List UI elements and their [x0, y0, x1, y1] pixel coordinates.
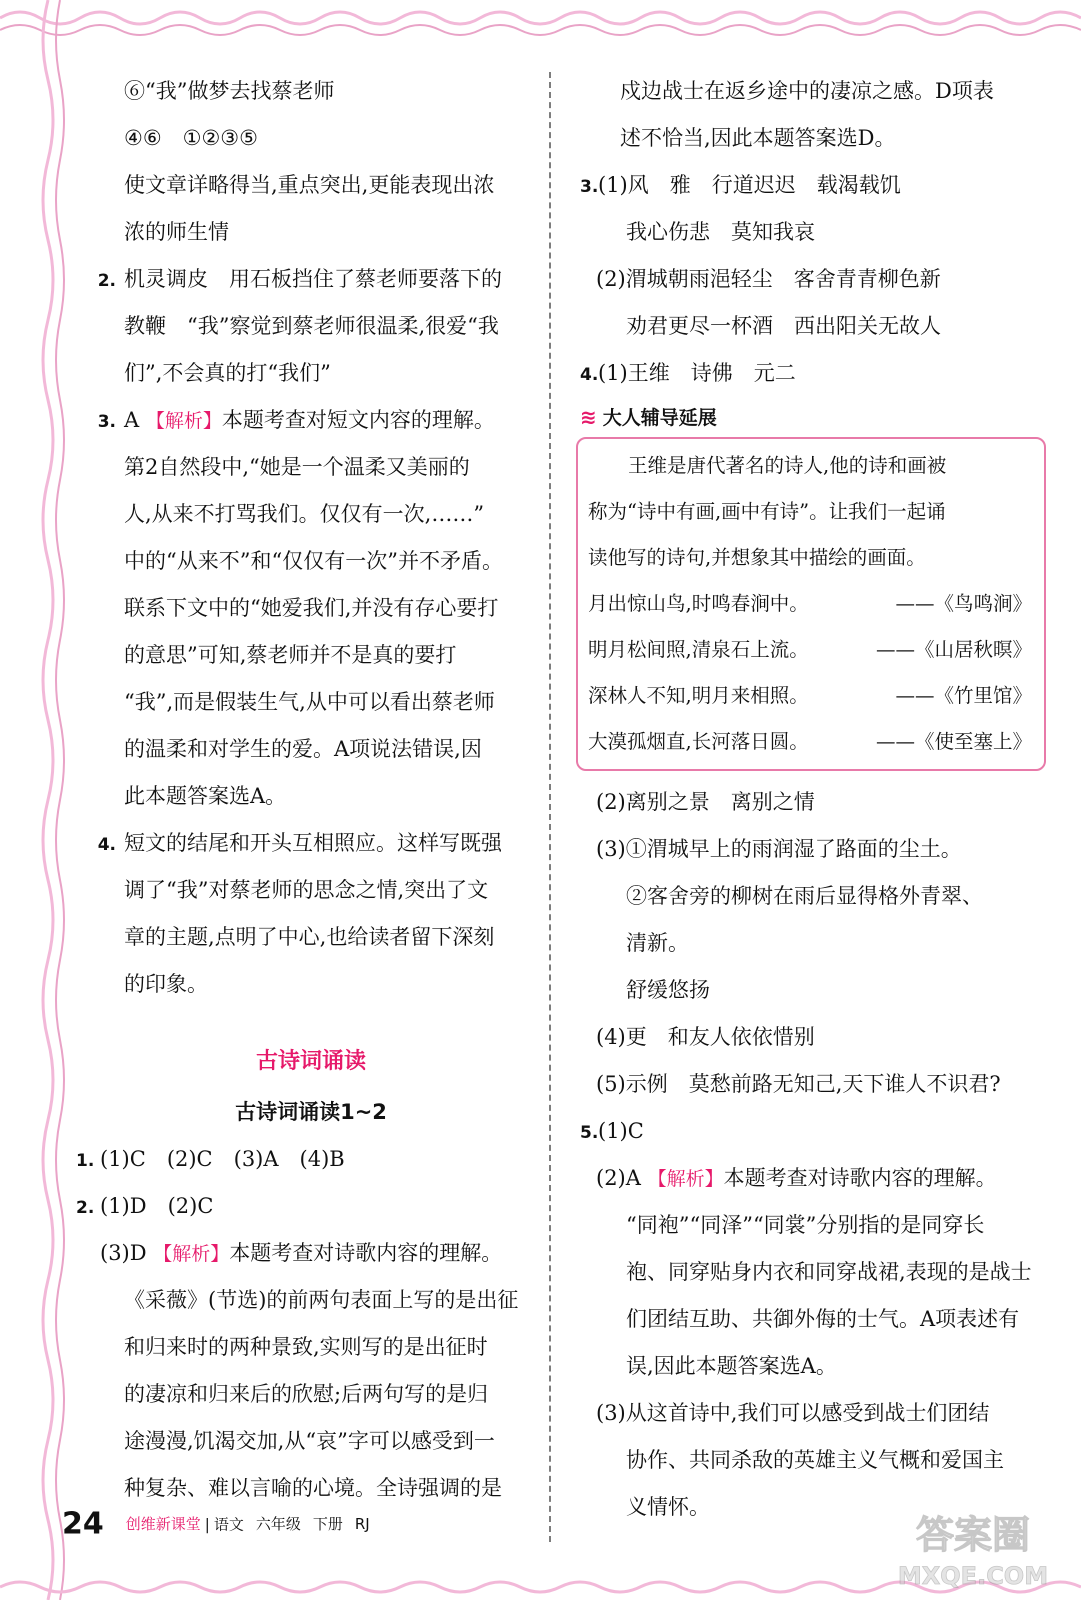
question-4 [580, 350, 1050, 397]
brand-name: 创维新课堂 [125, 1515, 201, 1534]
question-4 [86, 820, 536, 867]
question-number: 4. [580, 365, 599, 385]
answer-line: 第2自然段中,“她是一个温柔又美丽的 [124, 455, 470, 479]
answer-line: (2)渭城朝雨浥轻尘 客舍青青柳色新 [596, 267, 941, 291]
answer-line: 途漫漫,饥渴交加,从“哀”字可以感受到一 [124, 1429, 495, 1453]
answer-line: 袍、同穿贴身内衣和同穿战裙,表现的是战士 [626, 1260, 1032, 1284]
answer-line: 中的“从来不”和“仅仅有一次”并不矛盾。 [124, 549, 503, 573]
poem-source: ——《竹里馆》 [895, 684, 1032, 707]
answer-line: (3)从这首诗中,我们可以感受到战士们团结 [596, 1401, 990, 1425]
answer-line: ⑥“我”做梦去找蔡老师 [124, 79, 335, 103]
answer-text: (1)C [598, 1119, 644, 1143]
answer-line: 种复杂、难以言喻的心境。全诗强调的是 [124, 1476, 502, 1500]
watermark-top: 答案圈 [915, 1513, 1031, 1557]
answer-line: 的温柔和对学生的爱。A项说法错误,因 [124, 737, 482, 761]
ancient-q1 [76, 1136, 536, 1183]
poem-source: ——《山居秋暝》 [875, 638, 1032, 661]
poem-row [588, 719, 1032, 765]
answer-line: 的凄凉和归来后的欣慰;后两句写的是归 [124, 1382, 489, 1406]
answer-line: 的意思”可知,蔡老师并不是真的要打 [124, 643, 457, 667]
volume: 下册 [312, 1515, 343, 1534]
answer-line: 《采薇》(节选)的前两句表面上写的是出征 [124, 1288, 519, 1312]
question-number: 1. [76, 1151, 95, 1171]
poem-row [588, 627, 1032, 673]
right-column [580, 68, 1050, 1531]
question-number: 4. [97, 835, 116, 855]
question-5 [580, 1108, 1050, 1155]
left-wave-border [0, 0, 90, 1600]
section-title: 古诗词诵读 [255, 1049, 366, 1074]
poem-source: ——《使至塞上》 [875, 730, 1032, 753]
extension-box [576, 437, 1046, 771]
answer-line: ②客舍旁的柳树在雨后显得格外青翠、 [626, 884, 983, 908]
page-footer [62, 1504, 370, 1544]
answer-line: 和归来时的两种景致,实则写的是出征时 [124, 1335, 488, 1359]
question-number: 2. [97, 271, 116, 291]
answer-text: (1)王维 诗佛 元二 [598, 361, 796, 385]
ancient-q2-3 [86, 1230, 536, 1277]
grade: 六年级 [255, 1515, 301, 1534]
answer-line: 浓的师生情 [124, 220, 229, 244]
extension-title [580, 397, 1050, 437]
answer-line: 劝君更尽一杯酒 西出阳关无故人 [626, 314, 941, 338]
ancient-q2 [76, 1183, 536, 1230]
answer-line: 我心伤悲 莫知我哀 [626, 220, 815, 244]
analysis-tag: 【解析】 [145, 410, 222, 432]
poem-line: 大漠孤烟直,长河落日圆。 [588, 730, 809, 753]
left-column [76, 68, 536, 1512]
answer-choice: (3)D [100, 1241, 147, 1265]
answer-line: 们”,不会真的打“我们” [124, 361, 331, 385]
watermark-bottom: MXQE.COM [897, 1562, 1049, 1590]
answer-line: (3)①渭城早上的雨润湿了路面的尘土。 [596, 837, 962, 861]
answer-line: 章的主题,点明了中心,也给读者留下深刻 [124, 925, 495, 949]
answer-line: 义情怀。 [626, 1495, 710, 1519]
edition: RJ [354, 1515, 370, 1534]
answer-line: “我”,而是假装生气,从中可以看出蔡老师 [124, 690, 495, 714]
analysis-tag: 【解析】 [647, 1168, 724, 1190]
answer-line: 误,因此本题答案选A。 [626, 1354, 837, 1378]
answer-line: 教鞭 “我”察觉到蔡老师很温柔,很爱“我 [124, 314, 499, 338]
answer-text: 短文的结尾和开头互相照应。这样写既强 [124, 831, 502, 855]
answer-text: (1)D (2)C [100, 1194, 214, 1218]
answer-choice: (2)A [596, 1166, 641, 1190]
poem-row [588, 581, 1032, 627]
poem-row [588, 673, 1032, 719]
answer-line: (2)离别之景 离别之情 [596, 790, 815, 814]
answer-line: 人,从来不打骂我们。仅仅有一次,……” [124, 502, 485, 526]
answer-line: 戍边战士在返乡途中的凄凉之感。D项表 [620, 79, 994, 103]
poem-line: 明月松间照,清泉石上流。 [588, 638, 809, 661]
question-5-2 [580, 1155, 1050, 1202]
question-number: 2. [76, 1198, 95, 1218]
answer-choice: A [124, 408, 140, 432]
waves-icon: ≋ [580, 405, 597, 429]
answer-line: 舒缓悠扬 [626, 978, 710, 1002]
poem-line: 深林人不知,明月来相照。 [588, 684, 809, 707]
question-2 [86, 256, 536, 303]
answer-line: 清新。 [626, 931, 689, 955]
watermark-logo [878, 1500, 1068, 1595]
answer-line: 述不恰当,因此本题答案选D。 [620, 126, 896, 150]
extension-line: 读他写的诗句,并想象其中描绘的画面。 [588, 546, 926, 569]
answer-text: 本题考查对诗歌内容的理解。 [229, 1241, 503, 1265]
answer-text: 机灵调皮 用石板挡住了蔡老师要落下的 [124, 267, 502, 291]
subject: 语文 [213, 1515, 244, 1534]
poem-line: 月出惊山鸟,时鸣春涧中。 [588, 592, 809, 615]
answer-line: “同袍”“同泽”“同裳”分别指的是同穿长 [626, 1213, 985, 1237]
extension-title-text: 大人辅导延展 [602, 407, 717, 429]
extension-line: 称为“诗中有画,画中有诗”。让我们一起诵 [588, 500, 946, 523]
answer-line: 的印象。 [124, 972, 208, 996]
question-3 [86, 397, 536, 444]
answer-line: 们团结互助、共御外侮的士气。A项表述有 [626, 1307, 1020, 1331]
top-wave-border [0, 0, 1081, 60]
analysis-tag: 【解析】 [153, 1243, 230, 1265]
answer-line: 联系下文中的“她爱我们,并没有存心要打 [124, 596, 499, 620]
poem-source: ——《鸟鸣涧》 [895, 592, 1032, 615]
extension-line: 王维是唐代著名的诗人,他的诗和画被 [628, 454, 947, 477]
answer-line: (5)示例 莫愁前路无知己,天下谁人不识君? [596, 1072, 1001, 1096]
question-number: 3. [580, 177, 599, 197]
answer-text: (1)C (2)C (3)A (4)B [100, 1147, 345, 1171]
question-number: 3. [97, 412, 116, 432]
answer-text: 本题考查对短文内容的理解。 [221, 408, 495, 432]
answer-line: 协作、共同杀敌的英雄主义气概和爱国主 [626, 1448, 1004, 1472]
question-number: 5. [580, 1123, 599, 1143]
answer-line: 此本题答案选A。 [124, 784, 287, 808]
question-3 [580, 162, 1050, 209]
answer-text: (1)风 雅 行道迟迟 载渴载饥 [598, 173, 901, 197]
answer-line: 使文章详略得当,重点突出,更能表现出浓 [124, 173, 495, 197]
answer-line: ④⑥ ①②③⑤ [124, 126, 258, 150]
answer-line: (4)更 和友人依依惜别 [596, 1025, 815, 1049]
subsection-title: 古诗词诵读1~2 [235, 1100, 387, 1124]
answer-text: 本题考查对诗歌内容的理解。 [723, 1166, 997, 1190]
page-number: 24 [62, 1506, 104, 1542]
answer-line: 调了“我”对蔡老师的思念之情,突出了文 [124, 878, 489, 902]
footer-separator: | [204, 1515, 210, 1534]
column-divider [549, 72, 551, 1542]
